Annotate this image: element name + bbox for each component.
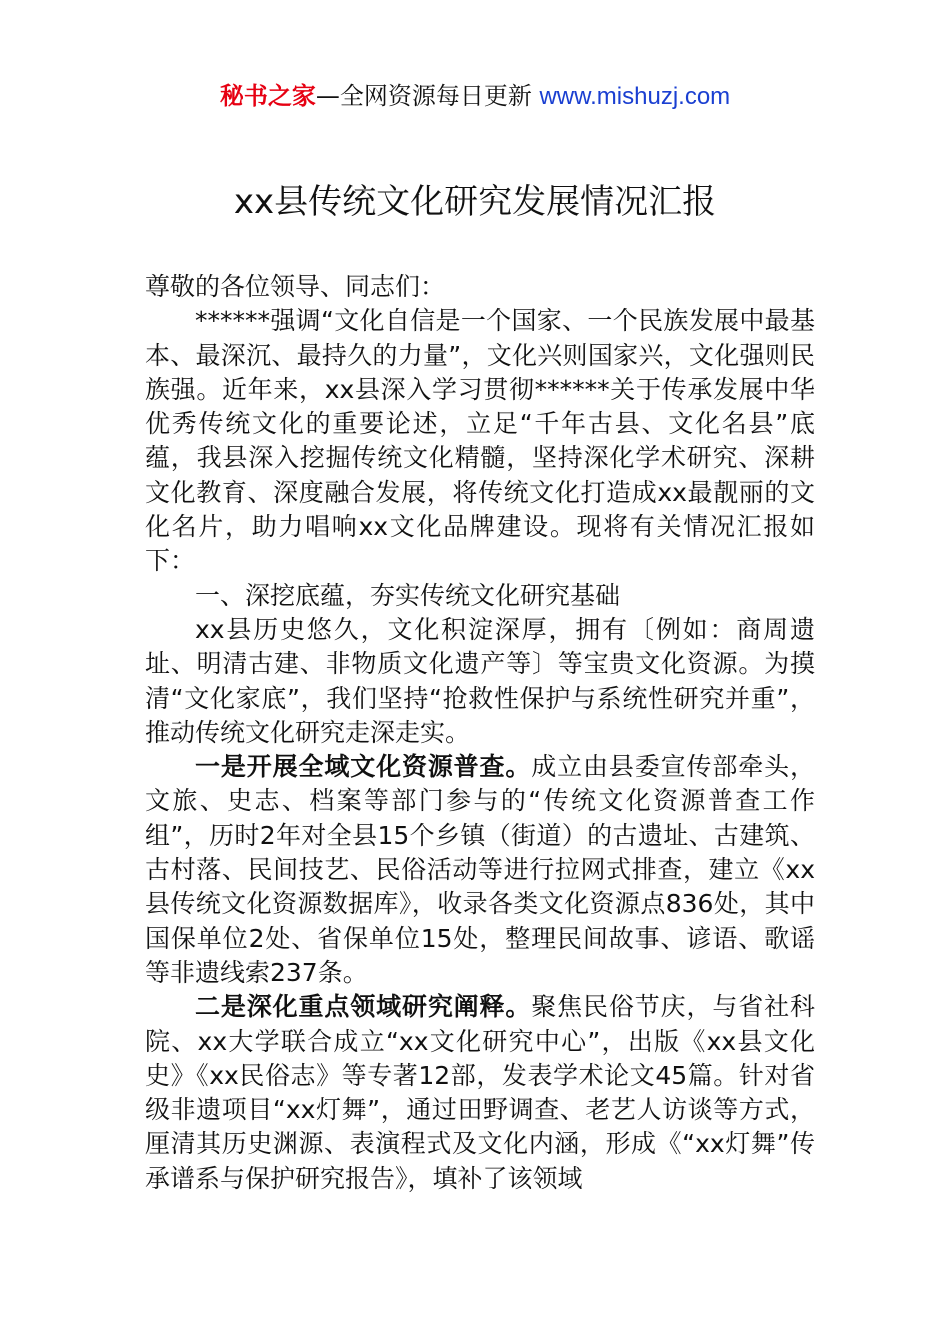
- point-two-paragraph: [145, 990, 815, 1196]
- site-name: 秘书之家: [219, 82, 316, 110]
- salutation: 尊敬的各位领导、同志们：: [145, 272, 446, 301]
- document-title: xx县传统文化研究发展情况汇报: [233, 182, 717, 222]
- site-header: [0, 80, 950, 113]
- site-url-link[interactable]: www.mishuzj.com: [539, 83, 731, 110]
- point-one-lead: 一是开展全域文化资源普查。: [195, 752, 532, 782]
- point-one-text: 成立由县委宣传部牵头，文旅、史志、档案等部门参与的“传统文化资源普查工作组”，历时2年对全县15个乡镇（街道）的古遗址、古建筑、古村落、民间技艺、民俗活动等进行拉网式排查，建立《xx县传统文化资源数据库》，收录各类文化资源点836处，其中国保单位2处、省保单位15处，整理民间故事、谚语、歌谣等非遗线索237条。: [145, 752, 815, 987]
- document-body: [145, 270, 815, 1196]
- point-one-paragraph: [145, 750, 815, 990]
- intro-paragraph: ******强调“文化自信是一个国家、一个民族发展中最基本、最深沉、最持久的力量”，文化兴则国家兴，文化强则民族强。近年来，xx县深入学习贯彻******关于传承发展中华优秀传统文化的重要论述，立足“千年古县、文化名县”底蕴，我县深入挖掘传统文化精髓，坚持深化学术研究、深耕文化教育、深度融合发展，将传统文化打造成xx最靓丽的文化名片，助力唱响xx文化品牌建设。现将有关情况汇报如下：: [145, 306, 815, 576]
- section-heading: 一、深挖底蕴，夯实传统文化研究基础: [195, 580, 621, 610]
- site-slogan: —全网资源每日更新: [315, 82, 540, 110]
- point-two-text: 聚焦民俗节庆，与省社科院、xx大学联合成立“xx文化研究中心”，出版《xx县文化史》《xx民俗志》等专著12部，发表学术论文45篇。针对省级非遗项目“xx灯舞”，通过田野调查、老艺人访谈等方式，厘清其历史渊源、表演程式及文化内涵，形成《“xx灯舞”传承谱系与保护研究报告》，填补了该领域: [145, 992, 815, 1193]
- section-intro-paragraph: xx县历史悠久，文化积淀深厚，拥有〔例如：商周遗址、明清古建、非物质文化遗产等〕等宝贵文化资源。为摸清“文化家底”，我们坚持“抢救性保护与系统性研究并重”，推动传统文化研究走深走实。: [145, 614, 815, 747]
- point-two-lead: 二是深化重点领域研究阐释。: [195, 992, 532, 1022]
